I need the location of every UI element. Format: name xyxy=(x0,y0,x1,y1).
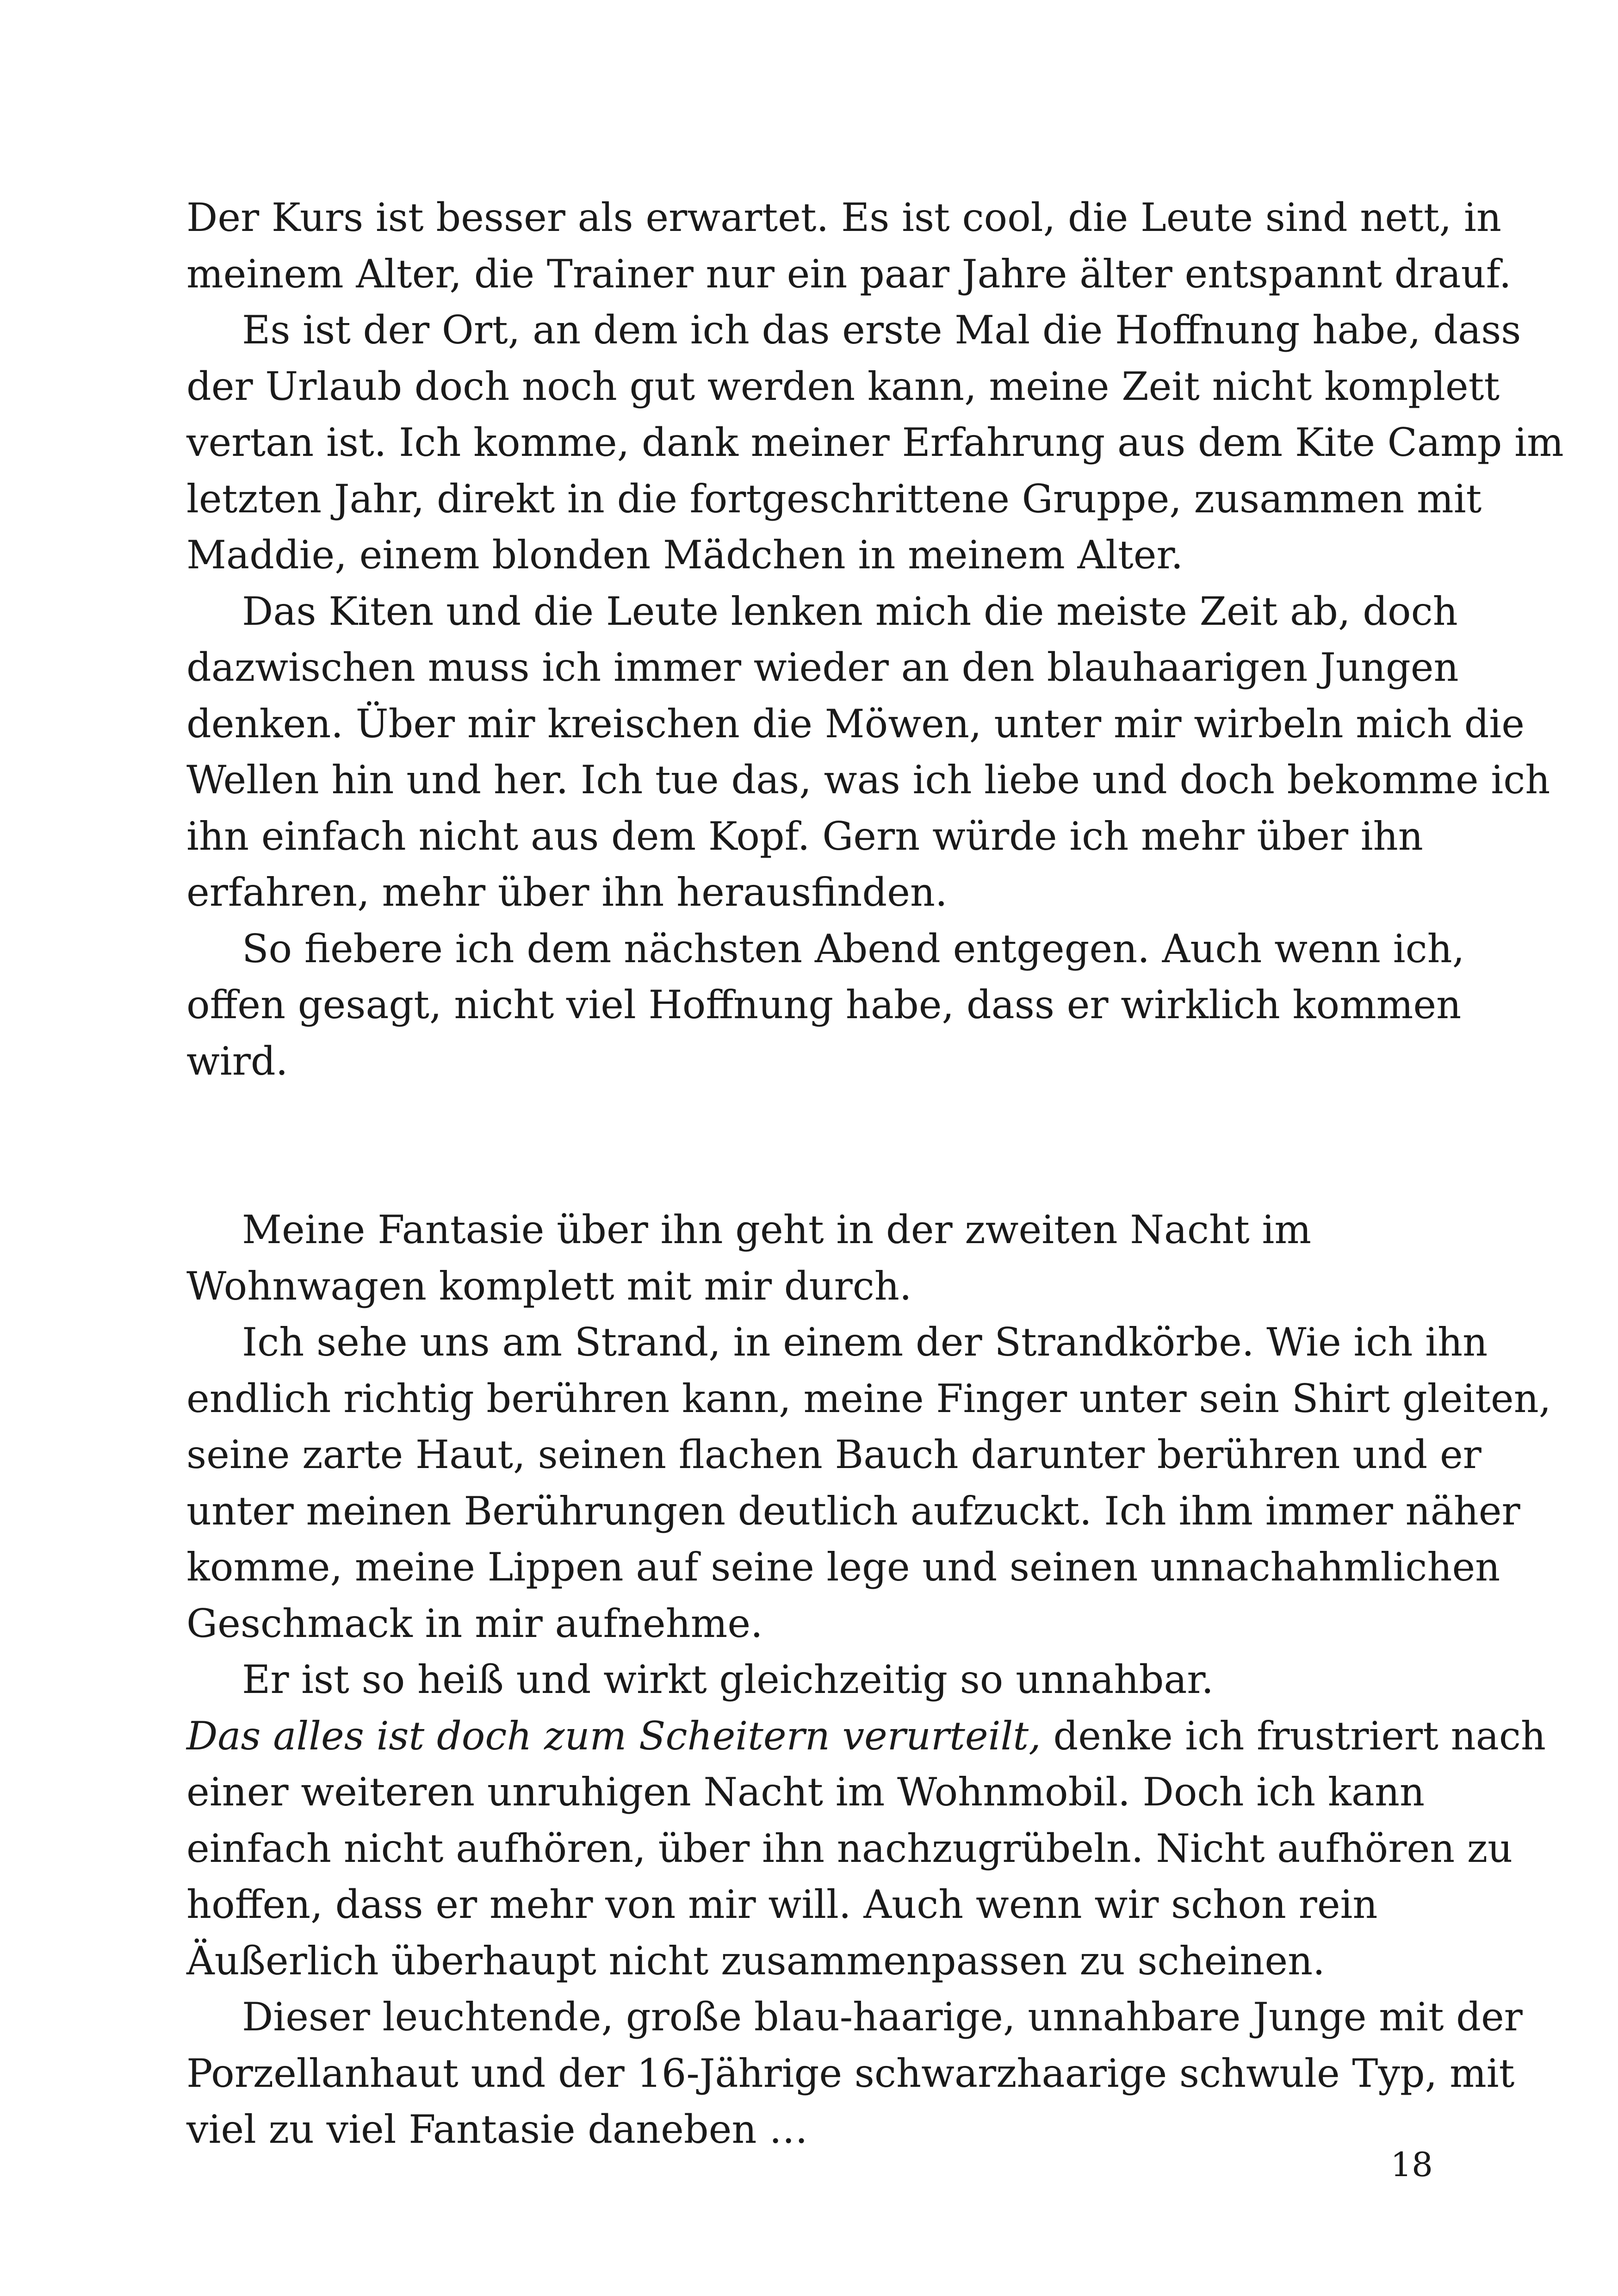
paragraph xyxy=(186,302,1564,584)
text-line: offen gesagt, nicht viel Hoffnung habe, dass er wirklich kommen xyxy=(186,982,1462,1027)
text-line: Wellen hin und her. Ich tue das, was ich liebe und doch bekomme ich xyxy=(186,757,1550,803)
text-line xyxy=(186,1708,1546,1765)
text-line: Porzellanhaut und der 16-Jährige schwarzhaarige schwule Typ, mit xyxy=(186,2050,1515,2096)
section-break xyxy=(186,1089,1445,1202)
paragraph xyxy=(186,1708,1546,1990)
text-line: ihn einfach nicht aus dem Kopf. Gern würde ich mehr über ihn xyxy=(186,813,1423,859)
body-text xyxy=(186,190,1564,2158)
text-line: endlich richtig berühren kann, meine Finger unter sein Shirt gleiten, xyxy=(186,1375,1551,1421)
paragraph xyxy=(186,190,1512,302)
paragraph xyxy=(186,584,1550,921)
paragraph xyxy=(186,1314,1551,1652)
text-line: dazwischen muss ich immer wieder an den blauhaarigen Jungen xyxy=(186,645,1459,690)
text-line: hoffen, dass er mehr von mir will. Auch wenn wir schon rein xyxy=(186,1882,1378,1927)
text-line: meinem Alter, die Trainer nur ein paar Jahre älter entspannt drauf. xyxy=(186,251,1512,297)
text-line: letzten Jahr, direkt in die fortgeschrittene Gruppe, zusammen mit xyxy=(186,476,1482,522)
text-line: Der Kurs ist besser als erwartet. Es ist cool, die Leute sind nett, in xyxy=(186,195,1502,240)
paragraph xyxy=(186,1202,1445,1314)
text-line: unter meinen Berührungen deutlich aufzuckt. Ich ihm immer näher xyxy=(186,1488,1520,1534)
text-line: viel zu viel Fantasie daneben … xyxy=(186,2107,808,2152)
text-fragment: denke ich frustriert nach xyxy=(1041,1713,1546,1759)
paragraph xyxy=(186,921,1465,1090)
paragraph xyxy=(186,1989,1523,2158)
text-line: Dieser leuchtende, große blau-haarige, unnahbare Junge mit der xyxy=(242,1994,1523,2040)
text-line: komme, meine Lippen auf seine lege und seinen unnachahmlichen xyxy=(186,1544,1500,1590)
text-line: wird. xyxy=(186,1038,288,1084)
text-line: der Urlaub doch noch gut werden kann, meine Zeit nicht komplett xyxy=(186,363,1500,409)
text-line: Meine Fantasie über ihn geht in der zweiten Nacht im xyxy=(242,1207,1312,1252)
text-line: Wohnwagen komplett mit mir durch. xyxy=(186,1263,912,1309)
page-number: 18 xyxy=(1390,2145,1433,2184)
text-line: einfach nicht aufhören, über ihn nachzugrübeln. Nicht aufhören zu xyxy=(186,1825,1513,1871)
text-line: Er ist so heiß und wirkt gleichzeitig so unnahbar. xyxy=(242,1657,1214,1702)
text-line: vertan ist. Ich komme, dank meiner Erfahrung aus dem Kite Camp im xyxy=(186,420,1564,465)
text-line: seine zarte Haut, seinen flachen Bauch darunter berühren und er xyxy=(186,1432,1482,1477)
text-line: Maddie, einem blonden Mädchen in meinem Alter. xyxy=(186,532,1184,578)
text-line: Geschmack in mir aufnehme. xyxy=(186,1600,763,1646)
text-line: So fiebere ich dem nächsten Abend entgegen. Auch wenn ich, xyxy=(242,926,1465,971)
text-line: Es ist der Ort, an dem ich das erste Mal die Hoffnung habe, dass xyxy=(242,307,1521,353)
text-line: erfahren, mehr über ihn herausfinden. xyxy=(186,870,948,915)
text-line: Ich sehe uns am Strand, in einem der Strandkörbe. Wie ich ihn xyxy=(242,1319,1488,1365)
text-line: denken. Über mir kreischen die Möwen, unter mir wirbeln mich die xyxy=(186,701,1525,747)
paragraph xyxy=(186,1652,1445,1708)
text-line: Äußerlich überhaupt nicht zusammenpassen zu scheinen. xyxy=(186,1938,1325,1984)
italic-thought: Das alles ist doch zum Scheitern verurteilt, xyxy=(186,1713,1041,1759)
text-line: einer weiteren unruhigen Nacht im Wohnmobil. Doch ich kann xyxy=(186,1769,1425,1815)
text-line: Das Kiten und die Leute lenken mich die meiste Zeit ab, doch xyxy=(242,588,1458,634)
